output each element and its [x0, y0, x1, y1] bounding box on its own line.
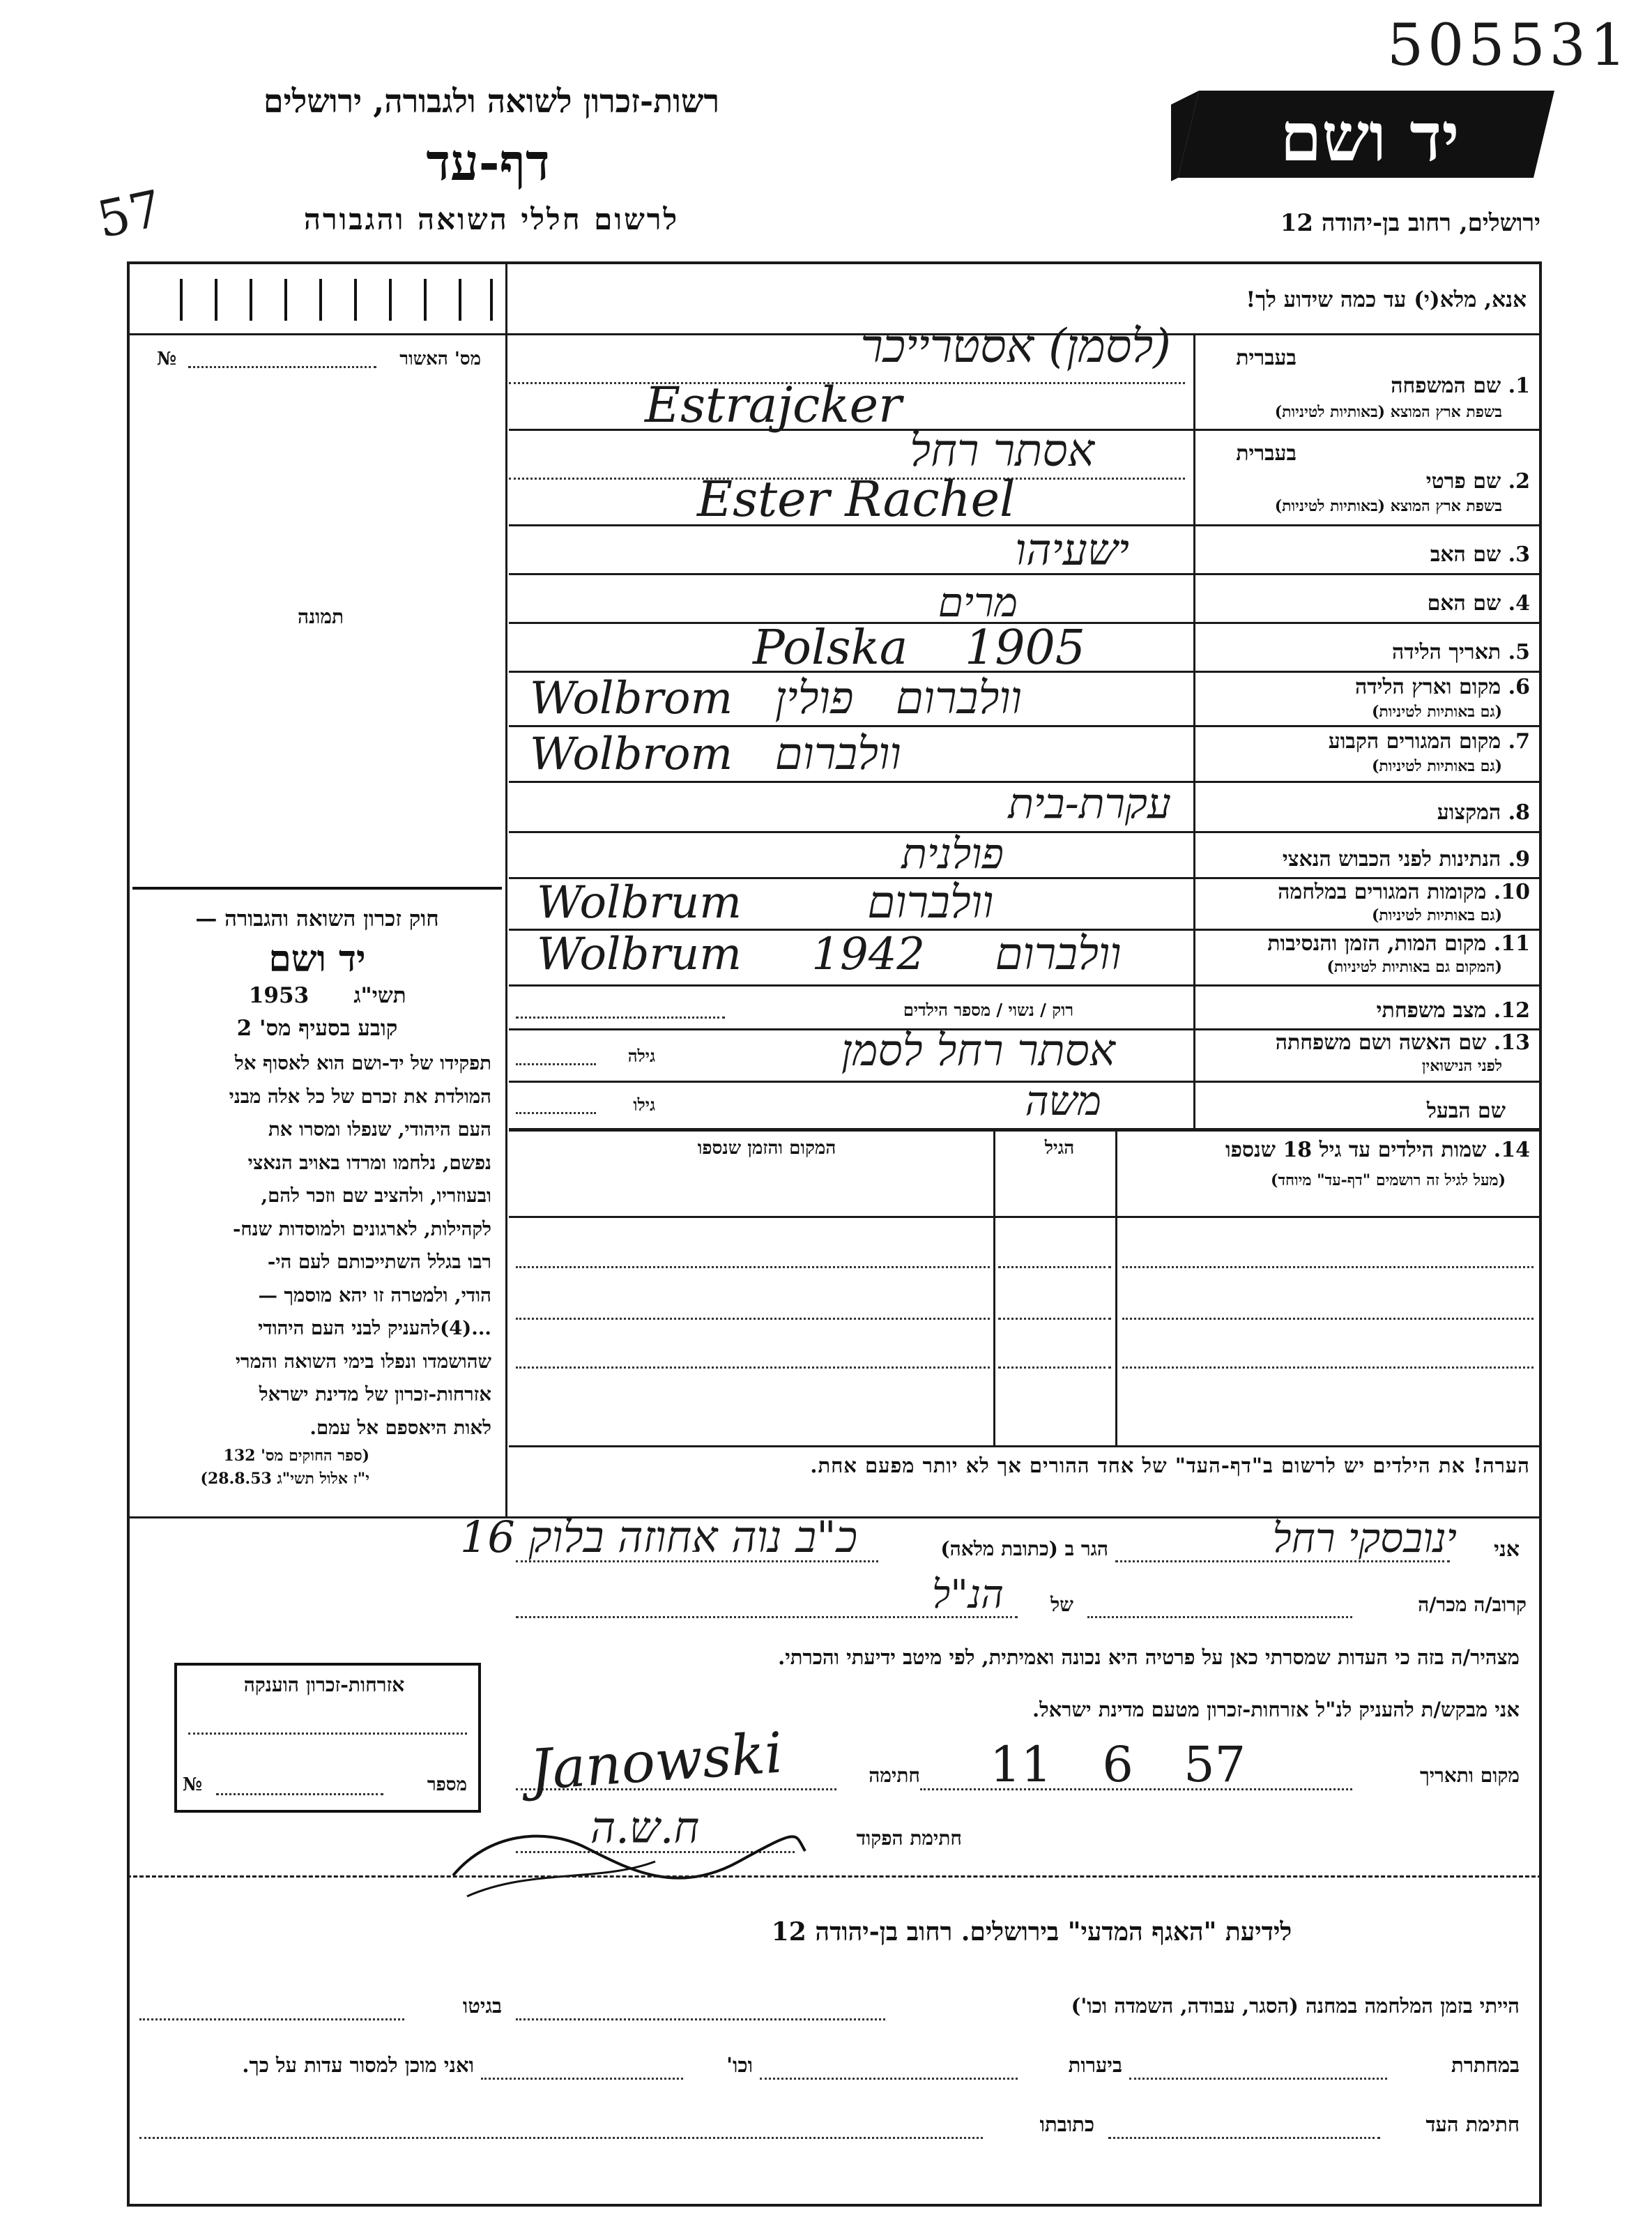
wife-age-field[interactable]	[516, 1063, 596, 1065]
birth-place-value[interactable]: Wolbrom וולברום פולין	[530, 673, 1023, 724]
field-label-mother	[1199, 591, 1530, 616]
col-place-label: המקום והזמן שנספו	[697, 1138, 836, 1159]
husband-name-value[interactable]: משה	[1025, 1077, 1101, 1125]
divider	[509, 1445, 1542, 1447]
underground-label: במחתרת	[1451, 2053, 1520, 2077]
field-sublabel: לפני הנישואין	[1421, 1057, 1502, 1075]
law-source-2: י"ז אלול תשי"ג 28.8.53)	[200, 1470, 369, 1488]
child-row[interactable]	[998, 1318, 1111, 1320]
field-number: 8.	[1508, 800, 1530, 825]
signature-label: חתימה	[869, 1764, 920, 1787]
document-number: 505531	[1387, 13, 1631, 79]
field-sublabel: (המקום גם באותיות לטיניות)	[1326, 958, 1502, 976]
law-text-line: לקהילות, לארגונים ולמוסדות שנח-	[232, 1217, 491, 1240]
field-label: שם האם	[1427, 591, 1501, 616]
statement-2: אני מבקש/ת להעניק לנ"ל אזרחות-זכרון מטעם מדינת ישראל.	[1032, 1698, 1520, 1721]
field-label: מקום המגורים הקבוע	[1328, 729, 1501, 754]
child-row[interactable]	[998, 1366, 1111, 1369]
field-number: 3.	[1508, 542, 1530, 567]
husband-age-label: גילו	[633, 1095, 655, 1115]
underground-field[interactable]	[1129, 2078, 1387, 2080]
authority-name: רשות-זכרון לשואה ולגבורה, ירושלים	[263, 82, 720, 120]
divider	[509, 984, 1542, 987]
field-label-father	[1199, 542, 1530, 567]
etc-field[interactable]	[481, 2078, 683, 2080]
field-number: 11.	[1493, 931, 1530, 956]
officer-label: חתימת הפקוד	[856, 1827, 962, 1850]
law-year-hebrew: תשי"ג	[353, 983, 406, 1008]
cert-number-field[interactable]	[188, 366, 376, 368]
child-row[interactable]	[516, 1266, 990, 1268]
field-label: תאריך הלידה	[1392, 640, 1501, 664]
field-number: 4.	[1508, 591, 1530, 616]
field-label: מקומות המגורים במלחמה	[1278, 880, 1487, 904]
field-label: מצב משפחתי	[1376, 998, 1487, 1023]
field-sublabel: בשפת ארץ המוצא (באותיות לטיניות)	[1274, 497, 1502, 515]
law-text-line: הודי, ולמטרה זו יהא מוסמך —	[258, 1284, 491, 1307]
field-number: 5.	[1508, 640, 1530, 664]
child-row[interactable]	[516, 1366, 990, 1369]
divider	[509, 725, 1542, 727]
address-label: הגר ב (כתובת מלאה)	[940, 1537, 1108, 1560]
law-year: 1953	[248, 983, 309, 1008]
law-source-1: (ספר החוקים מס' 132	[223, 1447, 369, 1465]
lang-tag: בעברית	[1236, 346, 1297, 370]
field-number: 6.	[1508, 675, 1530, 699]
witness-signature-field[interactable]	[1108, 2137, 1380, 2139]
law-text	[132, 1047, 491, 1445]
field-label: שם פרטי	[1425, 469, 1501, 494]
field-label-birth-place	[1199, 675, 1530, 699]
child-row[interactable]	[998, 1266, 1111, 1268]
field-label: מקום המות, הזמן והנסיבות	[1267, 931, 1487, 956]
mother-name-value[interactable]: מרים	[938, 579, 1018, 626]
law-text-line: נפשם, נלחמו ומרדו באויב הנאצי	[247, 1151, 491, 1174]
ghetto-label: בגיטו	[462, 1994, 502, 2018]
note: הערה! את הילדים יש לרשום ב"דף-העד" של אחד ההורים אך לא יותר מפעם אחת.	[810, 1454, 1530, 1477]
field-label-husband: שם הבעל	[1426, 1099, 1506, 1123]
law-clause: קובע בסעיף מס' 2	[236, 1016, 398, 1041]
divider	[1193, 333, 1195, 1128]
field-label-family-name	[1199, 374, 1530, 398]
photo-box-ticks	[139, 275, 502, 324]
residence-value[interactable]: Wolbrom וולברום	[530, 729, 901, 780]
citizenship-line	[188, 1733, 467, 1735]
forests-field[interactable]	[760, 2078, 1018, 2080]
lang-tag: בעברית	[1236, 441, 1297, 466]
witness-signature-label: חתימת העד	[1425, 2112, 1520, 2136]
law-text-line: ובעוזריו, ולהציב שם וזכר להם,	[261, 1185, 491, 1207]
law-text-line: ...(4)להעניק לבני העם היהודי	[258, 1317, 491, 1339]
child-row[interactable]	[1122, 1366, 1534, 1369]
law-text-line: תפקידו של יד-ושם הוא לאסוף אל	[234, 1052, 491, 1074]
law-name: יד ושם	[268, 938, 366, 980]
top-prompt: אנא, מלא(י) עד כמה שידוע לך!	[1246, 287, 1527, 312]
child-row[interactable]	[1122, 1318, 1534, 1320]
first-name-latin[interactable]: Ester Rachel	[697, 471, 1016, 528]
relation-label: קרוב/ה מכר/ה	[1418, 1593, 1527, 1616]
field-label-first-name	[1199, 469, 1530, 494]
field-number: 9.	[1508, 847, 1530, 871]
first-name-hebrew[interactable]: אסתר רחל	[910, 425, 1094, 477]
field-label-nationality	[1199, 847, 1530, 871]
field-label: שם האב	[1430, 542, 1501, 567]
declarant-label: אני	[1494, 1537, 1520, 1562]
field-label: שם האשה ושם משפחתה	[1275, 1030, 1487, 1055]
divider	[505, 261, 507, 1516]
field-number: 10.	[1493, 880, 1530, 904]
address: ירושלים, רחוב בן-יהודה 12	[1280, 209, 1540, 237]
field-label: שם המשפחה	[1391, 374, 1501, 398]
child-row[interactable]	[516, 1318, 990, 1320]
cut-line	[127, 1875, 1542, 1878]
testimony-label: ואני מוכן למסור עדות על כך.	[242, 2053, 474, 2077]
col-age-label: הגיל	[1044, 1138, 1075, 1159]
field-sublabel: (גם באותיות לטיניות)	[1371, 703, 1502, 721]
witness-address-label: כתובתו	[1039, 2112, 1094, 2136]
divider	[509, 573, 1542, 575]
place-date-label: מקום ותאריך	[1419, 1764, 1520, 1787]
field-number: 13.	[1493, 1030, 1530, 1055]
field-label-residence	[1199, 729, 1530, 754]
relation-value[interactable]: הנ"ל	[932, 1572, 1004, 1617]
family-name-hebrew[interactable]: (לסמן) אסטרייכר	[860, 319, 1171, 373]
wartime-residence-value[interactable]: Wolbrum וולברום	[537, 877, 994, 929]
field-number: 14.	[1493, 1138, 1530, 1162]
signature: Janowski	[528, 1720, 785, 1803]
margin-note: 57	[92, 178, 167, 250]
form-title: דף-עד	[426, 132, 550, 192]
divider	[993, 1128, 995, 1445]
cert-number-label: מס' האשור	[399, 349, 481, 370]
divider	[1115, 1128, 1117, 1445]
statement-1: מצהיר/ה בזה כי העדות שמסרתי כאן על פרטיה היא נכונה ואמיתית, לפי מיטב ידיעתי והכרתי.	[778, 1645, 1520, 1669]
camp-label: הייתי בזמן המלחמה במחנה (הסגר, עבודה, השמדה וכו')	[1071, 1994, 1520, 2018]
relation-field[interactable]	[1087, 1616, 1352, 1618]
law-text-line: המולדת את זכרם של כל אלה מבני	[229, 1085, 491, 1108]
field-label: מקום וארץ הלידה	[1354, 675, 1501, 699]
family-name-latin[interactable]: Estrajcker	[645, 376, 902, 434]
birth-date-value[interactable]: Polska 1905	[753, 620, 1085, 676]
date-value[interactable]: 11 6 57	[990, 1736, 1246, 1793]
law-text-line: העם היהודי, שנפלו ומסרו את	[268, 1118, 491, 1141]
children-count-field[interactable]	[516, 1016, 725, 1019]
field-number: 1.	[1508, 374, 1530, 398]
children-label	[1115, 1138, 1530, 1162]
address-value[interactable]: כ"ב נוה אחוזה בלוק 16	[459, 1512, 857, 1562]
marital-options: רוק / נשוי / מספר הילדים	[903, 1000, 1073, 1020]
field-number: 12.	[1493, 998, 1530, 1023]
field-label: הנתינות לפני הכבוש הנאצי	[1282, 847, 1501, 871]
wife-age-label: גילה	[627, 1046, 655, 1066]
field-sublabel: בשפת ארץ המוצא (באותיות לטיניות)	[1274, 403, 1502, 421]
field-label-birth-date	[1199, 640, 1530, 664]
forests-label: ביערות	[1068, 2053, 1122, 2077]
camp-field[interactable]	[516, 2018, 885, 2020]
law-title: חוק זכרון השואה והגבורה —	[195, 906, 439, 931]
field-number: 2.	[1508, 469, 1530, 494]
field-label-death-place	[1199, 931, 1530, 956]
father-name-value[interactable]: ישעיהו	[1015, 524, 1129, 575]
field-label-marital	[1199, 998, 1530, 1023]
children-sublabel: (מעל לגיל זה רושמים "דף-עד" מיוחד)	[1271, 1171, 1506, 1189]
divider	[509, 1128, 1542, 1132]
occupation-value[interactable]: עקרת-בית	[1008, 779, 1171, 828]
divider	[509, 831, 1542, 833]
field-sublabel: (גם באותיות לטיניות)	[1371, 757, 1502, 775]
child-row[interactable]	[1122, 1266, 1534, 1268]
ghetto-field[interactable]	[139, 2018, 404, 2020]
field-sublabel: (גם באותיות לטיניות)	[1371, 906, 1502, 924]
form-subtitle: לרשום חללי השואה והגבורה	[303, 202, 680, 236]
law-text-line: רבו בגלל השתייכותם לעם הי-	[267, 1251, 491, 1273]
photo-label: תמונה	[297, 605, 344, 628]
bottom-title: לידיעת "האגף המדעי" בירושלים. רחוב בן-יהודה 12	[771, 1917, 1292, 1947]
nationality-value[interactable]: פולנית	[901, 830, 1004, 878]
field-label: שמות הילדים עד גיל 18 שנספו	[1225, 1138, 1487, 1162]
officer-signature: ח.ש.ה	[590, 1802, 700, 1853]
yad-vashem-logo	[1171, 84, 1561, 185]
of-label: של	[1050, 1593, 1073, 1616]
citizenship-no-symbol: №	[183, 1774, 203, 1795]
husband-age-field[interactable]	[516, 1112, 596, 1114]
citizenship-title: אזרחות-זכרון הוענקה	[243, 1673, 405, 1696]
citizenship-number-field[interactable]	[216, 1793, 383, 1795]
field-number: 7.	[1508, 729, 1530, 754]
citizenship-number-label: מספר	[427, 1774, 467, 1795]
cert-no-symbol: №	[157, 349, 177, 370]
declarant-name[interactable]: ינובסקי רחל	[1272, 1514, 1457, 1562]
death-place-value[interactable]: Wolbrum וולברום 1942	[537, 929, 1122, 980]
wife-name-value[interactable]: אסתר רחל לסמן	[841, 1025, 1115, 1076]
field-label-wartime-residence	[1199, 880, 1530, 904]
logo-text: יד ושם	[1280, 98, 1460, 176]
witness-address-field[interactable]	[139, 2137, 983, 2139]
etc-label: וכו'	[726, 2053, 753, 2077]
law-text-line: אזרחות-זכרון של מדינת ישראל	[259, 1383, 491, 1406]
law-text-line: לאות היאספם אל עמם.	[309, 1416, 491, 1439]
field-label: המקצוע	[1437, 800, 1501, 825]
divider	[127, 333, 507, 335]
officer-scribble	[446, 1820, 809, 1910]
law-text-line: שהושמדו ונפלו בימי השואה והמרי	[235, 1350, 491, 1373]
divider	[509, 1216, 1542, 1218]
field-label-wife	[1199, 1030, 1530, 1055]
field-label-occupation	[1199, 800, 1530, 825]
